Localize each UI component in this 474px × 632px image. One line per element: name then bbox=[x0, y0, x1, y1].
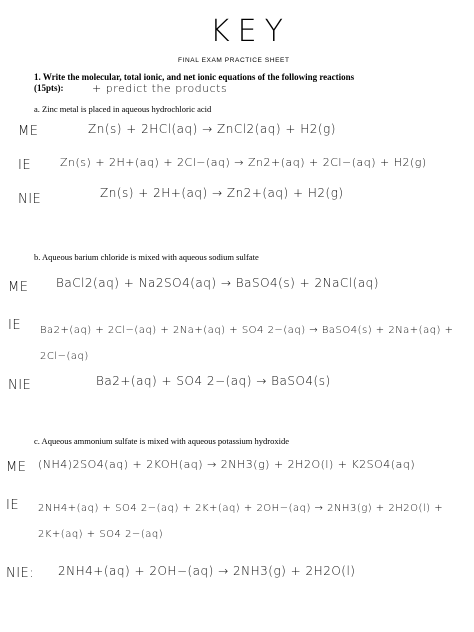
part-a-prompt: a. Zinc metal is placed in aqueous hydrochloric acid bbox=[34, 104, 212, 114]
question-number: 1. bbox=[34, 72, 41, 82]
part-c-nie-equation: 2NH4+(aq) + 2OH−(aq) → 2NH3(g) + 2H2O(l) bbox=[58, 564, 356, 578]
question-prompt-line1: Write the molecular, total ionic, and net ionic equations of the following reactions bbox=[42, 72, 355, 82]
part-b-me-label: ME bbox=[8, 280, 29, 295]
part-a-ie-equation: Zn(s) + 2H+(aq) + 2Cl−(aq) → Zn2+(aq) + 2Cl−(aq) + H2(g) bbox=[60, 156, 427, 169]
part-c-ie-label: IE bbox=[6, 498, 20, 513]
part-c-me-equation: (NH4)2SO4(aq) + 2KOH(aq) → 2NH3(g) + 2H2O(l) + K2SO4(aq) bbox=[38, 458, 416, 471]
part-c-ie-equation: 2NH4+(aq) + SO4 2−(aq) + 2K+(aq) + 2OH−(aq) → 2NH3(g) + 2H2O(l) + 2K+(aq) + SO4 2−(aq) bbox=[38, 503, 444, 540]
part-a-me-equation: Zn(s) + 2HCl(aq) → ZnCl2(aq) + H2(g) bbox=[88, 122, 336, 136]
handwritten-note: + predict the products bbox=[92, 82, 228, 95]
question-1-prompt bbox=[34, 72, 354, 82]
part-c-me-label: ME bbox=[6, 460, 27, 475]
part-b-prompt: b. Aqueous barium chloride is mixed with aqueous sodium sulfate bbox=[34, 252, 259, 262]
part-b-ie-equation: Ba2+(aq) + 2Cl−(aq) + 2Na+(aq) + SO4 2−(aq) → BaSO4(s) + 2Na+(aq) + 2Cl−(aq) bbox=[40, 325, 454, 362]
key-title: KEY bbox=[210, 14, 291, 49]
part-a-nie-label: NIE bbox=[18, 192, 42, 207]
part-c-nie-label: NIE: bbox=[6, 566, 35, 581]
page-subtitle: FINAL EXAM PRACTICE SHEET bbox=[178, 57, 290, 64]
part-b-me-equation: BaCl2(aq) + Na2SO4(aq) → BaSO4(s) + 2NaCl(aq) bbox=[56, 276, 379, 290]
part-a-me-label: ME bbox=[18, 124, 39, 139]
part-a-ie-label: IE bbox=[18, 158, 32, 173]
part-b-nie-label: NIE bbox=[8, 378, 32, 393]
part-b-ie-label: IE bbox=[8, 318, 22, 333]
part-c-prompt: c. Aqueous ammonium sulfate is mixed with aqueous potassium hydroxide bbox=[34, 436, 289, 446]
part-b-nie-equation: Ba2+(aq) + SO4 2−(aq) → BaSO4(s) bbox=[96, 374, 331, 388]
part-a-nie-equation: Zn(s) + 2H+(aq) → Zn2+(aq) + H2(g) bbox=[100, 186, 344, 200]
question-prompt-line2: (15pts): bbox=[34, 83, 64, 93]
